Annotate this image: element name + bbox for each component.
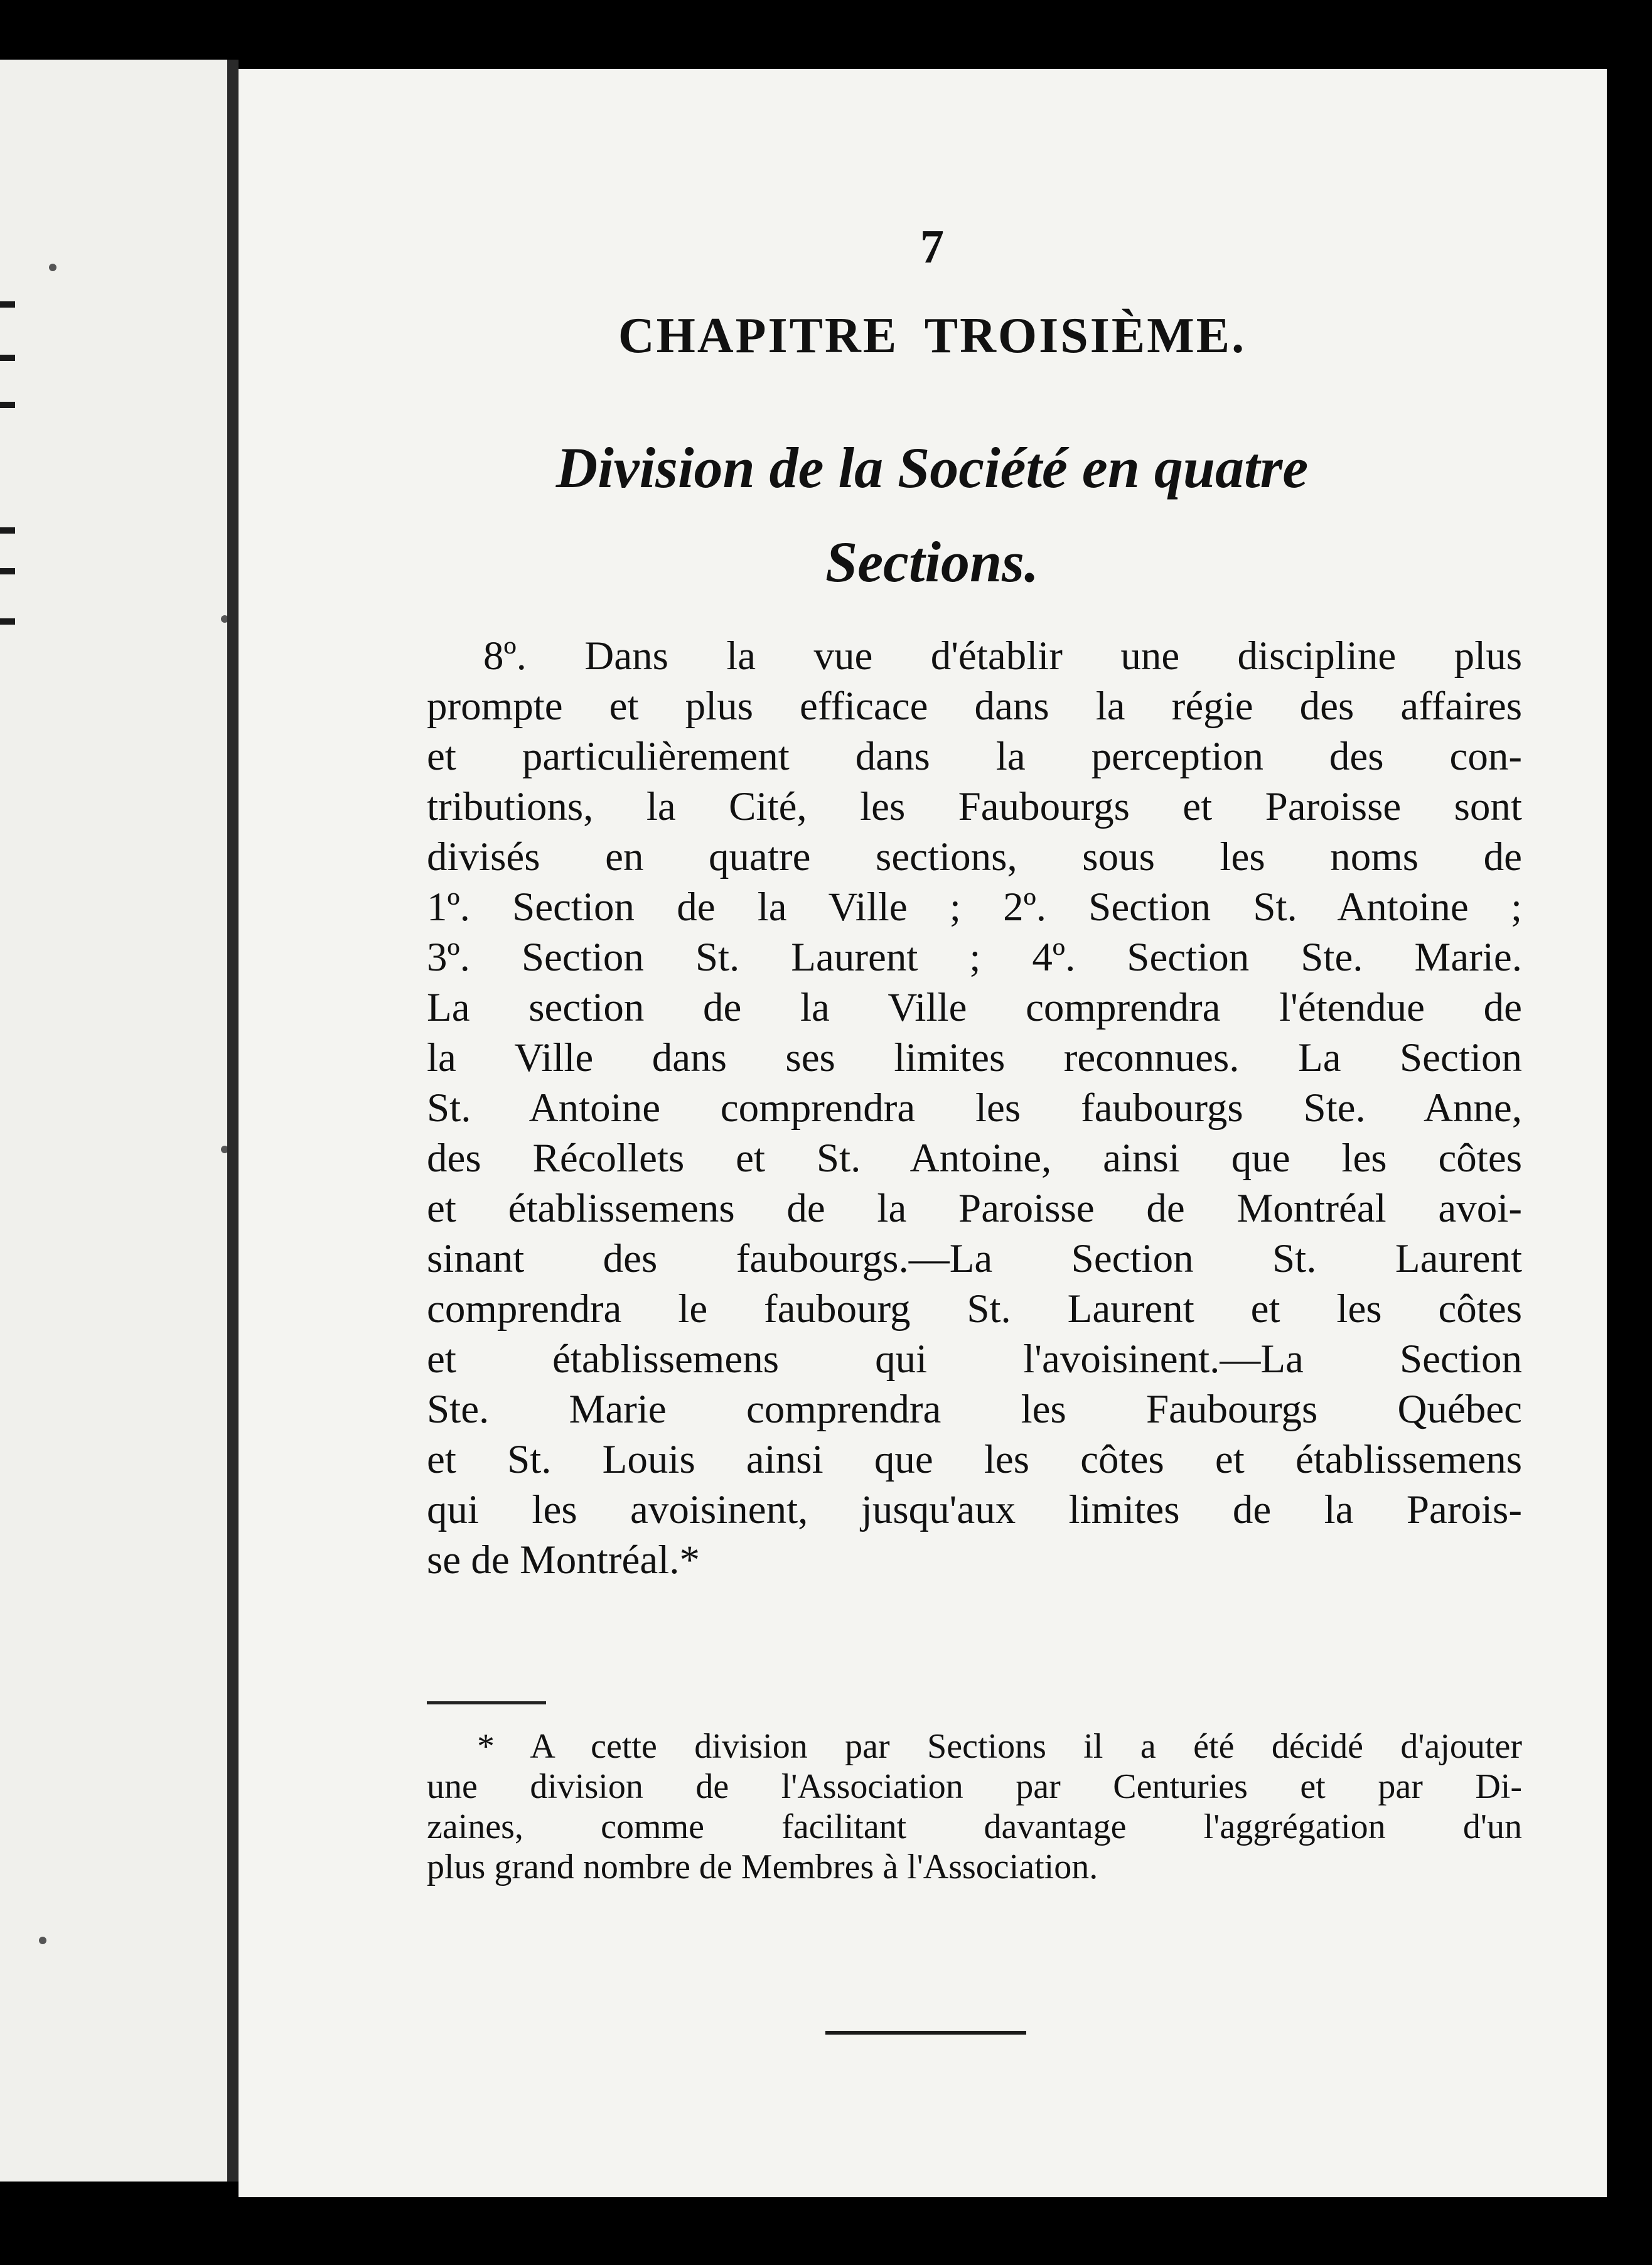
body-line: qui les avoisinent, jusqu'aux limites de la Parois- <box>427 1487 1522 1532</box>
body-line: 3º. Section St. Laurent ; 4º. Section Ste. Marie. <box>427 935 1522 980</box>
facing-page-mark <box>0 527 15 534</box>
section-title <box>239 421 1626 609</box>
footnote-line: une division de l'Association par Centuries et par Di- <box>427 1767 1522 1806</box>
body-line: et établissemens qui l'avoisinent.—La Section <box>427 1337 1522 1382</box>
book-gutter <box>227 60 239 2182</box>
facing-page-mark <box>0 618 15 625</box>
footnote-rule <box>427 1701 546 1704</box>
page-number: 7 <box>920 220 944 273</box>
facing-page-mark <box>0 568 15 574</box>
body-line: des Récollets et St. Antoine, ainsi que les côtes <box>427 1136 1522 1181</box>
body-line: se de Montréal.* <box>427 1537 700 1583</box>
footnote <box>427 1726 1522 1887</box>
body-line: la Ville dans ses limites reconnues. La Section <box>427 1035 1522 1080</box>
body-line: comprendra le faubourg St. Laurent et les côtes <box>427 1286 1522 1332</box>
body-line: 1º. Section de la Ville ; 2º. Section St. Antoine ; <box>427 885 1522 930</box>
footnote-line: plus grand nombre de Membres à l'Association. <box>427 1848 1098 1886</box>
facing-page-mark <box>0 355 15 361</box>
section-title-line-1: Division de la Société en quatre <box>555 436 1309 500</box>
facing-page-speck <box>39 1937 46 1944</box>
body-line: La section de la Ville comprendra l'étendue de <box>427 985 1522 1030</box>
body-line: et St. Louis ainsi que les côtes et établissemens <box>427 1437 1522 1482</box>
body-line: et établissemens de la Paroisse de Montréal avoi- <box>427 1186 1522 1231</box>
footnote-line: * A cette division par Sections il a été décidé d'ajouter <box>477 1727 1522 1766</box>
chapter-heading: CHAPITRE TROISIÈME. <box>618 308 1247 363</box>
body-line: divisés en quatre sections, sous les noms de <box>427 834 1522 880</box>
body-line: St. Antoine comprendra les faubourgs Ste. Anne, <box>427 1085 1522 1131</box>
footnote-line: zaines, comme facilitant davantage l'aggrégation d'un <box>427 1807 1522 1846</box>
article-8-paragraph <box>427 631 1522 1585</box>
book-page <box>239 69 1607 2197</box>
body-line: 8º. Dans la vue d'établir une discipline plus <box>483 633 1522 679</box>
body-line: sinant des faubourgs.—La Section St. Laurent <box>427 1236 1522 1281</box>
body-line: prompte et plus efficace dans la régie des affaires <box>427 684 1522 729</box>
facing-page-mark <box>0 301 15 308</box>
facing-page-mark <box>0 402 15 408</box>
section-title-line-2: Sections. <box>825 530 1039 594</box>
body-line: Ste. Marie comprendra les Faubourgs Québec <box>427 1387 1522 1432</box>
body-line: et particulièrement dans la perception des con- <box>427 734 1522 779</box>
body-line: tributions, la Cité, les Faubourgs et Paroisse sont <box>427 784 1522 829</box>
end-of-section-rule <box>825 2031 1026 2035</box>
facing-page-speck <box>49 264 56 271</box>
facing-page-edge <box>0 60 227 2182</box>
